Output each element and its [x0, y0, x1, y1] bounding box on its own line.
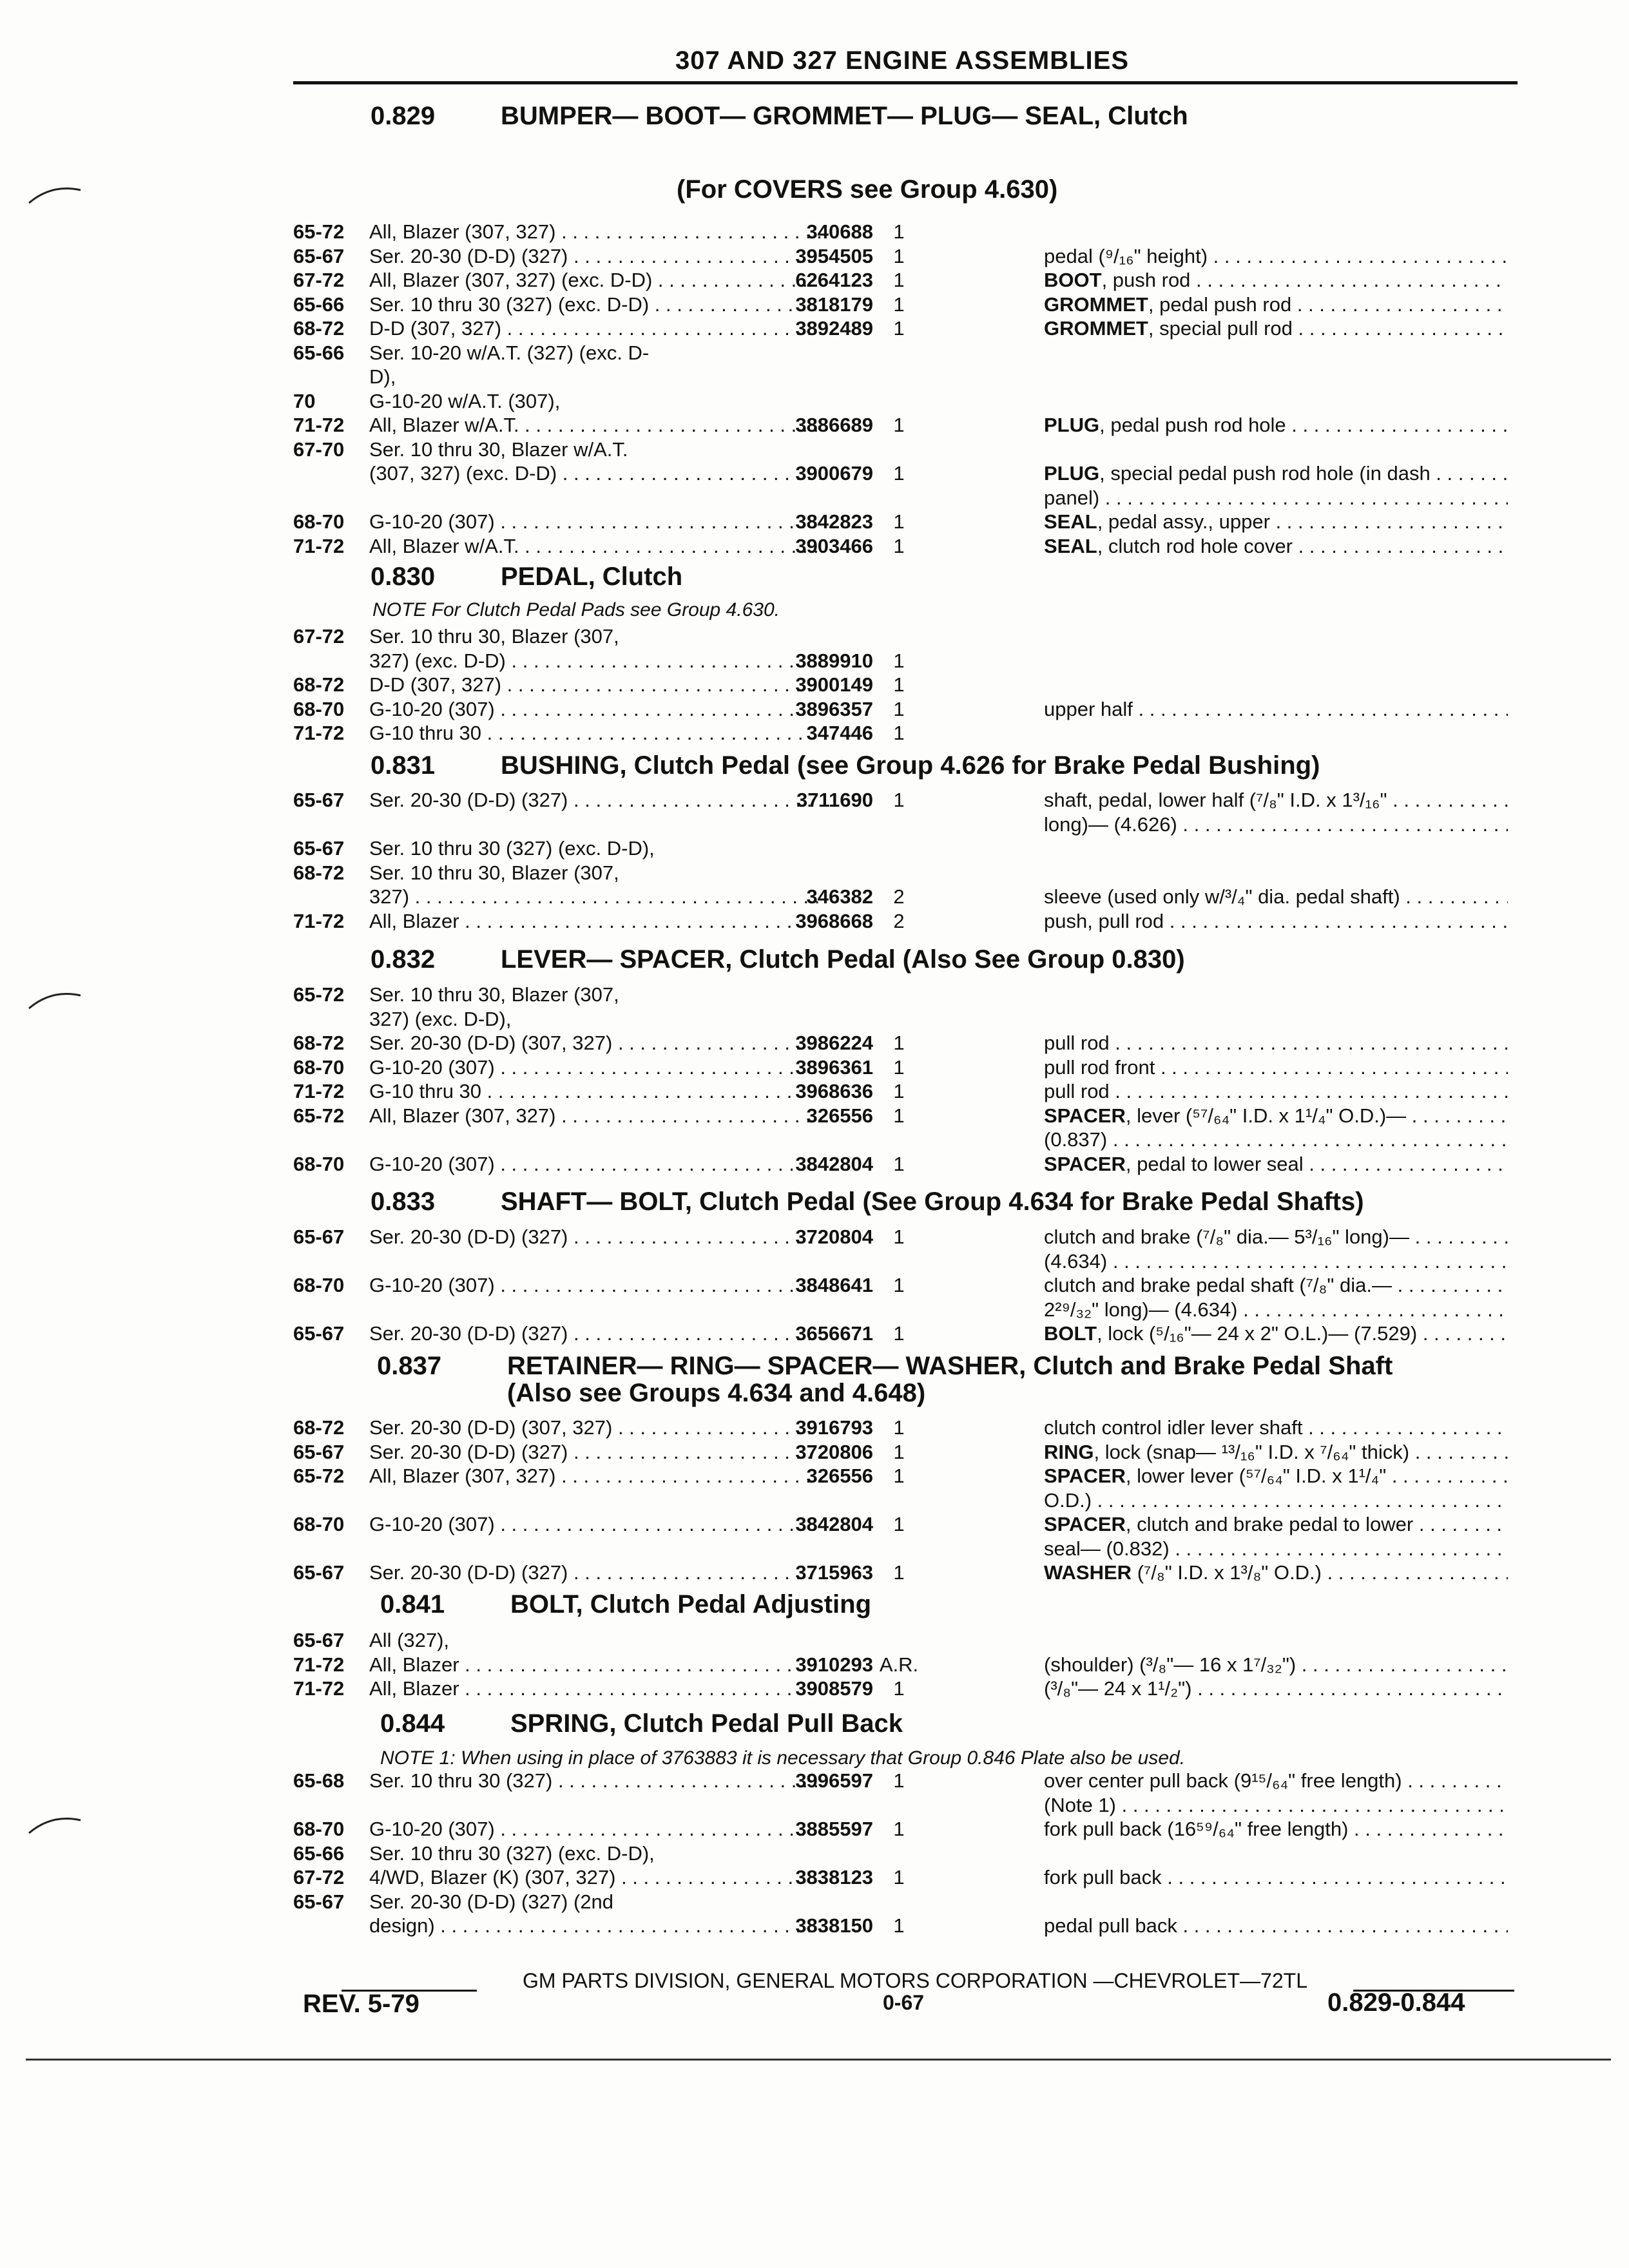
application: design) . . .: [369, 1914, 820, 1937]
description-text: (shoulder) (³/₈"— 16 x 1⁷/₃₂"): [1044, 1653, 1296, 1676]
description-keyword: BOLT: [1044, 1322, 1097, 1345]
part-number: 3842823: [795, 510, 873, 533]
quantity: 1: [893, 1677, 905, 1700]
description: [1044, 1298, 1508, 1321]
part-number: 3896357: [795, 697, 873, 720]
model-years: 71-72: [293, 1677, 345, 1700]
quantity: 1: [893, 1818, 905, 1840]
quantity: 1: [893, 722, 905, 744]
part-number: 3889910: [795, 649, 873, 672]
application: Ser. 10-20 w/A.T. (327) (exc. D-: [369, 341, 650, 364]
application: All, Blazer w/A.T. . . .: [369, 414, 820, 437]
footer-division: GM PARTS DIVISION, GENERAL MOTORS CORPORATION —CHEVROLET—72TL: [523, 1969, 1307, 1992]
application: Ser. 20-30 (D-D) (327) . . .: [369, 1561, 820, 1584]
part-number: 3885597: [795, 1818, 873, 1840]
punch-mark-1: [26, 180, 84, 206]
bottom-rule: [26, 2059, 1611, 2061]
part-number: 3986224: [795, 1032, 873, 1054]
model-years: 65-67: [293, 837, 345, 860]
model-years: 68-70: [293, 1055, 345, 1079]
description-text: (Note 1): [1044, 1793, 1116, 1816]
application: Ser. 10 thru 30 (327) (exc. D-D),: [369, 837, 655, 860]
model-years: 65-68: [293, 1769, 345, 1792]
quantity: 1: [893, 1274, 905, 1296]
quantity: 1: [893, 414, 905, 436]
description: [1044, 293, 1508, 316]
description-text: pull rod: [1044, 1032, 1110, 1054]
description: [1044, 1866, 1508, 1889]
model-years: 68-70: [293, 1274, 345, 1296]
description: [1044, 1769, 1508, 1792]
application: D),: [369, 365, 396, 388]
model-years: 68-72: [293, 673, 345, 696]
description: [1044, 1274, 1508, 1297]
part-number: 3711690: [796, 789, 873, 811]
model-years: 65-66: [293, 1841, 345, 1865]
description: [1044, 1914, 1508, 1937]
quantity: 1: [893, 293, 905, 316]
quantity: 1: [893, 1152, 905, 1175]
description: [1044, 414, 1508, 437]
quantity: 2: [893, 885, 905, 908]
description-keyword: SPACER: [1044, 1152, 1126, 1175]
description: [1044, 269, 1508, 292]
section-title: SHAFT— BOLT, Clutch Pedal (See Group 4.634 for Brake Pedal Shafts): [501, 1187, 1364, 1216]
description-text: 2²⁹/₃₂" long)— (4.634): [1044, 1298, 1238, 1321]
description-keyword: BOOT: [1044, 269, 1102, 291]
application: 327) . . .: [369, 885, 820, 908]
section-title: BUMPER— BOOT— GROMMET— PLUG— SEAL, Clutch: [501, 102, 1188, 130]
model-years: 65-67: [293, 1225, 345, 1248]
description: [1044, 1489, 1508, 1512]
description: [1044, 1794, 1508, 1817]
part-number: 3996597: [795, 1769, 873, 1792]
description-text: sleeve (used only w/³/₄" dia. pedal shaft): [1044, 885, 1400, 908]
application: All, Blazer (307, 327) . . .: [369, 1465, 820, 1488]
description: [1044, 885, 1508, 908]
description-keyword: WASHER: [1044, 1561, 1132, 1584]
application: Ser. 20-30 (D-D) (307, 327) . . .: [369, 1416, 820, 1439]
footer-page-number: 0-67: [883, 1991, 925, 2014]
description-text: , special pedal push rod hole (in dash: [1099, 462, 1431, 485]
model-years: 70: [293, 389, 316, 412]
description: [1044, 1513, 1508, 1536]
description: [1044, 1537, 1508, 1561]
part-number: 326556: [806, 1465, 873, 1487]
application: Ser. 20-30 (D-D) (327) . . .: [369, 1441, 820, 1464]
model-years: 65-67: [293, 1440, 345, 1463]
description-keyword: PLUG: [1044, 414, 1100, 436]
header-rule: [293, 81, 1518, 84]
model-years: 71-72: [293, 414, 345, 436]
quantity: 1: [893, 1513, 905, 1535]
description: [1044, 1322, 1508, 1345]
description-text: fork pull back: [1044, 1866, 1162, 1888]
quantity: 1: [893, 673, 905, 696]
model-years: 71-72: [293, 909, 345, 932]
application: All, Blazer (307, 327) . . .: [369, 1104, 820, 1128]
model-years: 68-72: [293, 1416, 345, 1439]
description-text: clutch and brake pedal shaft (⁷/₈" dia.—: [1044, 1274, 1392, 1296]
section-0831-heading: [371, 751, 1320, 780]
section-number: 0.831: [371, 751, 436, 780]
description: [1044, 813, 1508, 836]
description-text: (4.634): [1044, 1249, 1108, 1273]
description-text: pull rod: [1044, 1080, 1110, 1102]
section-0837-heading: [377, 1352, 1393, 1381]
description: [1044, 1250, 1508, 1273]
description-text: , lock (⁵/₁₆"— 24 x 2" O.L.)— (7.529): [1097, 1322, 1418, 1345]
description-keyword: SPACER: [1044, 1465, 1126, 1487]
model-years: 68-70: [293, 1513, 345, 1535]
description-text: upper half: [1044, 697, 1133, 720]
description-text: , clutch rod hole cover: [1097, 534, 1293, 557]
quantity: 1: [893, 269, 905, 291]
application: Ser. 20-30 (D-D) (327) . . .: [369, 1225, 820, 1249]
model-years: 67-72: [293, 269, 345, 291]
application: G-10-20 (307) . . .: [369, 698, 820, 721]
description: [1044, 698, 1508, 721]
application: All, Blazer . . .: [369, 1677, 820, 1700]
description-text: pedal (⁹/₁₆" height): [1044, 244, 1208, 267]
quantity: 1: [893, 1866, 905, 1888]
section-0830-note: NOTE For Clutch Pedal Pads see Group 4.630.: [372, 599, 780, 620]
description-text: , lower lever (⁵⁷/₆₄" I.D. x 1¹/₄": [1125, 1465, 1387, 1487]
description-text: , lock (snap— ¹³/₁₆" I.D. x ⁷/₆₄" thick): [1094, 1440, 1410, 1463]
description-text: long)— (4.626): [1044, 812, 1177, 836]
part-number: 3900679: [795, 462, 873, 485]
application: Ser. 10 thru 30 (327) (exc. D-D),: [369, 1841, 655, 1865]
quantity: 1: [893, 244, 905, 267]
quantity: A.R.: [879, 1653, 919, 1676]
description-text: seal— (0.832): [1044, 1537, 1170, 1560]
model-years: 68-72: [293, 1032, 345, 1054]
part-number: 3903466: [795, 534, 873, 557]
description: [1044, 1677, 1508, 1700]
description: [1044, 317, 1508, 340]
part-number: 347446: [806, 722, 873, 744]
description: [1044, 1561, 1508, 1584]
part-number: 3968636: [795, 1080, 873, 1102]
part-number: 3908579: [795, 1677, 873, 1700]
quantity: 2: [893, 909, 905, 932]
description-text: fork pull back (16⁵⁹/₆₄" free length): [1044, 1818, 1349, 1840]
application: G-10-20 (307) . . .: [369, 1513, 820, 1536]
section-0841-heading: [380, 1590, 871, 1619]
part-number: 3848641: [795, 1274, 873, 1296]
section-0829-heading: [371, 102, 1188, 131]
description: [1044, 1465, 1508, 1488]
model-years: 68-70: [293, 1152, 345, 1175]
page-header-title: 307 AND 327 ENGINE ASSEMBLIES: [675, 46, 1130, 75]
description: [1044, 1104, 1508, 1128]
part-number: 3954505: [795, 244, 873, 267]
section-title: RETAINER— RING— SPACER— WASHER, Clutch and Brake Pedal Shaft: [507, 1352, 1393, 1380]
part-number: 3818179: [795, 293, 873, 316]
application: All, Blazer . . .: [369, 1653, 820, 1677]
quantity: 1: [893, 220, 905, 243]
description-text: , lever (⁵⁷/₆₄" I.D. x 1¹/₄" O.D.)—: [1125, 1104, 1407, 1127]
model-years: 65-67: [293, 1322, 345, 1345]
model-years: 71-72: [293, 534, 345, 557]
description: [1044, 1441, 1508, 1464]
part-number: 6264123: [795, 269, 873, 291]
section-title: BOLT, Clutch Pedal Adjusting: [510, 1590, 871, 1619]
description-text: panel): [1044, 486, 1100, 509]
description: [1044, 910, 1508, 933]
section-0832-heading: [371, 945, 1185, 974]
section-0837-subtitle: (Also see Groups 4.634 and 4.648): [507, 1379, 926, 1407]
application: G-10-20 (307) . . .: [369, 1818, 820, 1841]
quantity: 1: [893, 317, 905, 340]
description-text: pedal pull back: [1044, 1914, 1177, 1937]
description-text: , pedal push rod: [1148, 293, 1292, 316]
part-number: 340688: [806, 220, 873, 243]
description: [1044, 1032, 1508, 1055]
model-years: 67-70: [293, 437, 345, 461]
application: 327) (exc. D-D) . . .: [369, 649, 820, 673]
application: G-10 thru 30 . . .: [369, 1080, 820, 1103]
model-years: 71-72: [293, 722, 345, 744]
section-title: LEVER— SPACER, Clutch Pedal (Also See Group 0.830): [501, 945, 1185, 974]
model-years: 68-70: [293, 697, 345, 720]
application: All, Blazer w/A.T. . . .: [369, 535, 820, 558]
part-number: 3720804: [795, 1225, 873, 1248]
part-number: 3892489: [795, 317, 873, 340]
description: [1044, 1056, 1508, 1079]
model-years: 65-66: [293, 293, 345, 316]
application: Ser. 20-30 (D-D) (327) . . .: [369, 245, 820, 268]
quantity: 1: [893, 697, 905, 720]
part-number: 3968668: [795, 909, 873, 932]
part-number: 3842804: [795, 1152, 873, 1175]
application: Ser. 10 thru 30 (327) . . .: [369, 1769, 820, 1792]
application: (307, 327) (exc. D-D) . . .: [369, 462, 820, 485]
part-number: 3838150: [795, 1914, 873, 1937]
quantity: 1: [893, 534, 905, 557]
quantity: 1: [893, 1225, 905, 1248]
model-years: 65-67: [293, 1629, 345, 1651]
section-0829-note: (For COVERS see Group 4.630): [677, 175, 1058, 204]
description: [1044, 789, 1508, 812]
description-text: , pedal push rod hole: [1099, 414, 1286, 436]
description: [1044, 1225, 1508, 1249]
description-text: over center pull back (9¹⁵/₆₄" free length): [1044, 1769, 1402, 1792]
section-number: 0.844: [380, 1709, 445, 1738]
quantity: 1: [893, 1914, 905, 1937]
model-years: 65-72: [293, 220, 345, 243]
application: Ser. 10 thru 30 (327) (exc. D-D) . . .: [369, 293, 820, 316]
section-number: 0.829: [371, 102, 436, 130]
description: [1044, 486, 1508, 510]
section-number: 0.833: [371, 1187, 436, 1216]
section-number: 0.837: [377, 1352, 442, 1380]
description-keyword: RING: [1044, 1440, 1094, 1463]
description-keyword: SPACER: [1044, 1513, 1126, 1535]
description-text: push, pull rod: [1044, 909, 1164, 932]
description-keyword: GROMMET: [1044, 317, 1148, 340]
application: 4/WD, Blazer (K) (307, 327) . . .: [369, 1866, 820, 1889]
description: [1044, 245, 1508, 268]
quantity: 1: [893, 510, 905, 533]
footer-revision: REV. 5-79: [303, 1990, 419, 2018]
application: Ser. 10 thru 30, Blazer (307,: [369, 861, 619, 884]
part-number: 3715963: [795, 1561, 873, 1584]
section-0830-heading: [371, 562, 682, 591]
application: Ser. 10 thru 30, Blazer (307,: [369, 625, 619, 648]
application: G-10-20 (307) . . .: [369, 1056, 820, 1079]
quantity: 1: [893, 1465, 905, 1487]
application: 327) (exc. D-D),: [369, 1007, 512, 1030]
model-years: 68-70: [293, 510, 345, 533]
model-years: 68-70: [293, 1818, 345, 1840]
application: D-D (307, 327) . . .: [369, 673, 820, 697]
description: [1044, 535, 1508, 558]
section-number: 0.830: [371, 562, 436, 591]
application: All (327),: [369, 1629, 450, 1651]
quantity: 1: [893, 1769, 905, 1792]
description-keyword: SPACER: [1044, 1104, 1126, 1127]
part-number: 3720806: [795, 1440, 873, 1463]
description-text: , special pull rod: [1148, 317, 1293, 340]
application: Ser. 20-30 (D-D) (327) . . .: [369, 789, 820, 812]
application: Ser. 20-30 (D-D) (307, 327) . . .: [369, 1032, 820, 1055]
description-text: , pedal to lower seal: [1125, 1152, 1304, 1175]
part-number: 3900149: [795, 673, 873, 696]
application: G-10-20 w/A.T. (307),: [369, 389, 561, 412]
quantity: 1: [893, 462, 905, 485]
application: Ser. 20-30 (D-D) (327) . . .: [369, 1322, 820, 1345]
section-number: 0.832: [371, 945, 436, 974]
section-number: 0.841: [380, 1590, 445, 1619]
application: All, Blazer (307, 327) . . .: [369, 220, 820, 244]
description-text: clutch and brake (⁷/₈" dia.— 5³/₁₆" long)—: [1044, 1225, 1409, 1248]
description-text: O.D.): [1044, 1488, 1092, 1512]
section-title: PEDAL, Clutch: [501, 562, 683, 591]
quantity: 1: [893, 1561, 905, 1584]
quantity: 1: [893, 649, 905, 672]
section-0844-note: NOTE 1: When using in place of 3763883 it is necessary that Group 0.846 Plate also be used.: [380, 1747, 1186, 1769]
punch-mark-2: [26, 986, 84, 1012]
description-text: shaft, pedal, lower half (⁷/₈" I.D. x 1³/₁₆": [1044, 789, 1387, 811]
part-number: 3842804: [795, 1513, 873, 1535]
model-years: 65-67: [293, 244, 345, 267]
model-years: 65-72: [293, 1465, 345, 1487]
punch-mark-3: [26, 1811, 84, 1836]
part-number: 326556: [806, 1104, 873, 1127]
description-keyword: SEAL: [1044, 534, 1097, 557]
application: All, Blazer . . .: [369, 910, 820, 933]
section-title: BUSHING, Clutch Pedal (see Group 4.626 for Brake Pedal Bushing): [501, 751, 1320, 780]
description-keyword: SEAL: [1044, 510, 1097, 533]
part-number: 3838123: [795, 1866, 873, 1888]
description-text: , push rod: [1101, 269, 1191, 291]
description-text: (0.837): [1044, 1128, 1108, 1151]
description: [1044, 510, 1508, 533]
quantity: 1: [893, 1440, 905, 1463]
description: [1044, 1653, 1508, 1677]
quantity: 1: [893, 1322, 905, 1345]
part-number: 3916793: [795, 1416, 873, 1439]
model-years: 71-72: [293, 1080, 345, 1102]
quantity: 1: [893, 789, 905, 811]
description-text: pull rod front: [1044, 1055, 1155, 1079]
section-title: SPRING, Clutch Pedal Pull Back: [510, 1709, 903, 1738]
description: [1044, 462, 1508, 485]
description: [1044, 1153, 1508, 1176]
application: All, Blazer (307, 327) (exc. D-D) . . .: [369, 269, 820, 292]
description-text: clutch control idler lever shaft: [1044, 1416, 1303, 1439]
description: [1044, 1416, 1508, 1439]
part-number: 346382: [806, 885, 873, 908]
model-years: 65-66: [293, 341, 345, 364]
application: G-10 thru 30 . . .: [369, 722, 820, 745]
application: G-10-20 (307) . . .: [369, 1153, 820, 1176]
model-years: 67-72: [293, 625, 345, 648]
model-years: 65-72: [293, 1104, 345, 1127]
section-0844-heading: [380, 1709, 903, 1738]
model-years: 65-67: [293, 1561, 345, 1584]
part-number: 3886689: [795, 414, 873, 436]
description-text: (⁷/₈" I.D. x 1³/₈" O.D.): [1132, 1561, 1322, 1584]
description: [1044, 1818, 1508, 1841]
model-years: 71-72: [293, 1653, 345, 1676]
part-number: 3910293: [795, 1653, 873, 1676]
application: Ser. 20-30 (D-D) (327) (2nd: [369, 1890, 614, 1913]
description-keyword: GROMMET: [1044, 293, 1148, 316]
quantity: 1: [893, 1080, 905, 1102]
application: G-10-20 (307) . . .: [369, 510, 820, 533]
model-years: 65-72: [293, 983, 345, 1006]
application: Ser. 10 thru 30, Blazer w/A.T.: [369, 437, 628, 461]
description-text: (³/₈"— 24 x 1¹/₂"): [1044, 1677, 1192, 1700]
model-years: 67-72: [293, 1866, 345, 1888]
part-number: 3656671: [795, 1322, 873, 1345]
application: G-10-20 (307) . . .: [369, 1274, 820, 1297]
description: [1044, 1128, 1508, 1151]
quantity: 1: [893, 1032, 905, 1054]
part-number: 3896361: [795, 1055, 873, 1079]
description-text: , pedal assy., upper: [1097, 510, 1270, 533]
description-keyword: PLUG: [1044, 462, 1100, 485]
quantity: 1: [893, 1055, 905, 1079]
description: [1044, 1080, 1508, 1103]
section-0833-heading: [371, 1187, 1364, 1216]
footer-group-range: 0.829-0.844: [1327, 1988, 1465, 2017]
quantity: 1: [893, 1104, 905, 1127]
model-years: 68-72: [293, 861, 345, 884]
application: Ser. 10 thru 30, Blazer (307,: [369, 983, 619, 1006]
description-text: , clutch and brake pedal to lower: [1125, 1513, 1414, 1535]
application: D-D (307, 327) . . .: [369, 317, 820, 340]
model-years: 65-67: [293, 1890, 345, 1913]
model-years: 68-72: [293, 317, 345, 340]
quantity: 1: [893, 1416, 905, 1439]
model-years: 65-67: [293, 789, 345, 811]
